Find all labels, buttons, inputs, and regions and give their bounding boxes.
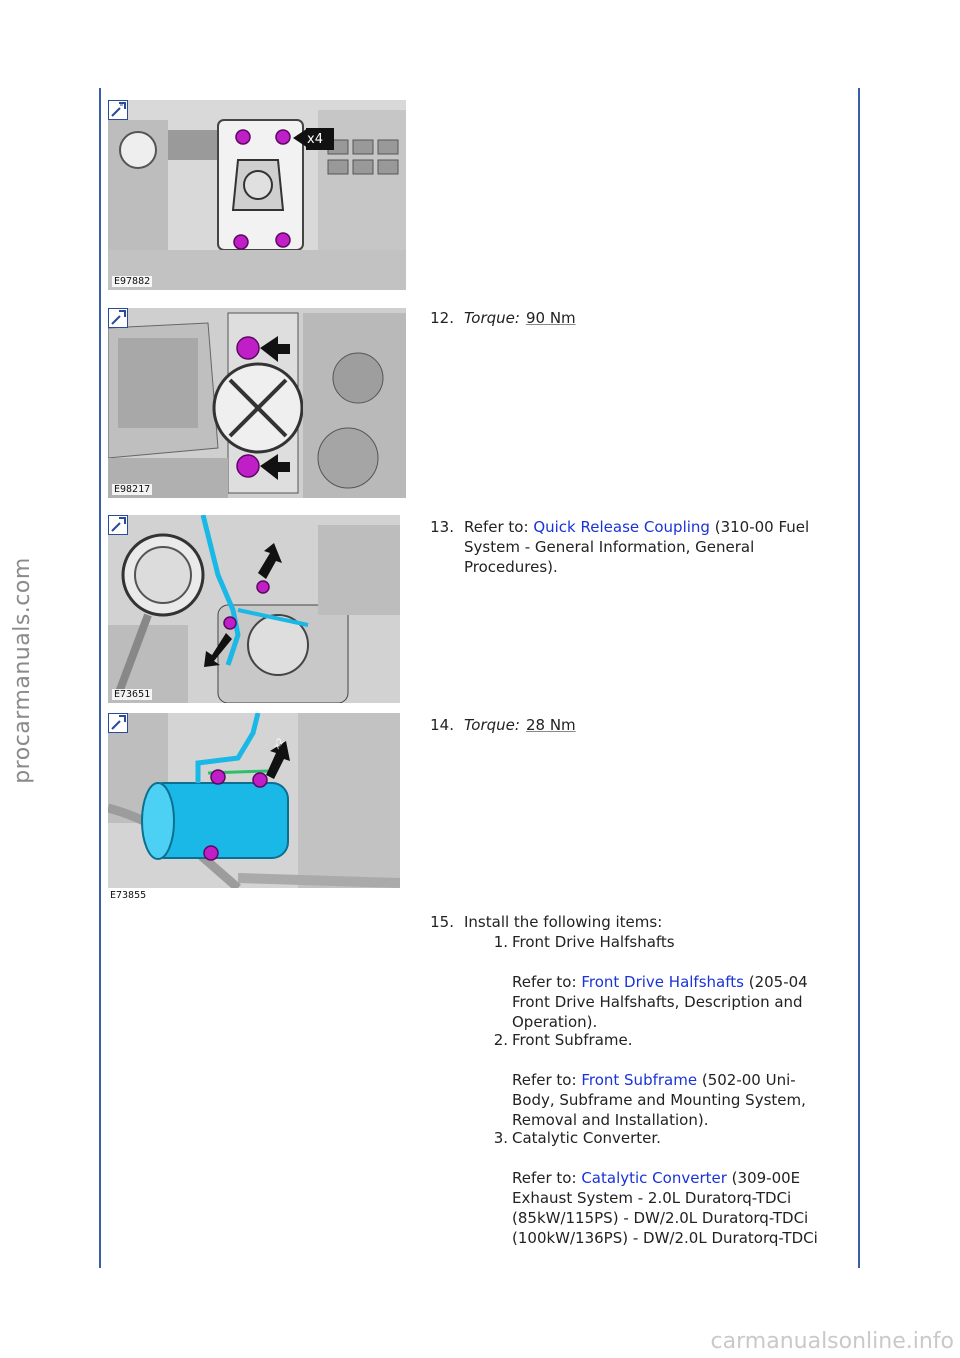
step-number: 15. [430, 913, 454, 931]
figure-4-illustration [108, 713, 400, 903]
step-12 [420, 308, 840, 332]
bottom-watermark: carmanualsonline.info [710, 1329, 954, 1354]
torque-text [464, 308, 576, 328]
install-item [484, 1030, 850, 1129]
step-number: 14. [430, 716, 454, 734]
figure-3-illustration [108, 515, 400, 703]
step-15-text: Install the following items: [464, 913, 663, 931]
item-reference [512, 972, 850, 1032]
item-number: 3. [493, 1129, 508, 1147]
step-15 [420, 912, 850, 1247]
item-reference [512, 1070, 850, 1130]
figure-2 [108, 308, 406, 498]
step-13-line-2: System - General Information, General [464, 538, 755, 556]
item-reference [512, 1168, 850, 1248]
refer-to-prefix: Refer to: [512, 1169, 577, 1187]
figure-1-callout: x4 [307, 132, 323, 147]
figure-3 [108, 515, 400, 703]
side-watermark [4, 556, 40, 784]
figure-1-id: E97882 [114, 276, 151, 287]
torque-label: Torque: [464, 716, 520, 734]
item-reference-line-1 [512, 1168, 850, 1188]
zoom-icon[interactable] [108, 515, 128, 535]
item-reference-line-2: Exhaust System - 2.0L Duratorq-TDCi [512, 1189, 792, 1207]
front-drive-halfshafts-link[interactable]: Front Drive Halfshafts [581, 973, 744, 991]
figure-4-id: E73855 [110, 890, 147, 901]
figure-4-callout: x2 [272, 736, 287, 752]
item-reference-line-1 [512, 1070, 850, 1090]
figure-1-illustration [108, 100, 406, 290]
torque-value: 90 Nm [525, 309, 576, 327]
step-number: 12. [430, 309, 454, 327]
item-reference-line-1 [512, 972, 850, 992]
item-title: Front Subframe. [512, 1031, 633, 1049]
refer-to-prefix: Refer to: [464, 518, 529, 536]
refer-to-prefix: Refer to: [512, 1071, 577, 1089]
step-13-line-1 [464, 517, 850, 537]
page-border-right [858, 88, 860, 1268]
step-13-text [464, 517, 850, 577]
figure-2-id: E98217 [114, 484, 151, 495]
item-reference-line-2: Front Drive Halfshafts, Description and [512, 993, 803, 1011]
quick-release-coupling-link[interactable]: Quick Release Coupling [533, 518, 710, 536]
item-number: 1. [493, 933, 508, 951]
zoom-icon[interactable] [108, 713, 128, 733]
torque-label: Torque: [464, 309, 520, 327]
side-watermark-text: procarmanuals.com [9, 556, 35, 784]
step-14 [420, 715, 840, 739]
zoom-icon[interactable] [108, 308, 128, 328]
item-reference-line-3: Removal and Installation). [512, 1111, 709, 1129]
figure-2-illustration [108, 308, 406, 498]
zoom-icon[interactable] [108, 100, 128, 120]
item-reference-line-4: (100kW/136PS) - DW/2.0L Duratorq-TDCi [512, 1229, 818, 1247]
item-title: Front Drive Halfshafts [512, 933, 675, 951]
figure-3-id: E73651 [114, 689, 151, 700]
reference-detail: (309-00E [731, 1169, 801, 1187]
item-reference-line-3: Operation). [512, 1013, 598, 1031]
item-number: 2. [493, 1031, 508, 1049]
item-title: Catalytic Converter. [512, 1129, 661, 1147]
catalytic-converter-link[interactable]: Catalytic Converter [581, 1169, 727, 1187]
install-item [484, 1128, 850, 1248]
reference-detail: (310-00 Fuel [714, 518, 810, 536]
step-13-line-3: Procedures). [464, 558, 558, 576]
front-subframe-link[interactable]: Front Subframe [581, 1071, 698, 1089]
reference-detail: (502-00 Uni- [701, 1071, 796, 1089]
torque-value: 28 Nm [525, 716, 576, 734]
step-number: 13. [430, 518, 454, 536]
step-13 [420, 517, 850, 581]
install-item [484, 932, 850, 1031]
figure-1 [108, 100, 406, 290]
item-reference-line-2: Body, Subframe and Mounting System, [512, 1091, 806, 1109]
page-border-left [99, 88, 101, 1268]
refer-to-prefix: Refer to: [512, 973, 577, 991]
reference-detail: (205-04 [748, 973, 808, 991]
torque-text [464, 715, 576, 735]
item-reference-line-3: (85kW/115PS) - DW/2.0L Duratorq-TDCi [512, 1209, 809, 1227]
figure-4 [108, 713, 400, 903]
